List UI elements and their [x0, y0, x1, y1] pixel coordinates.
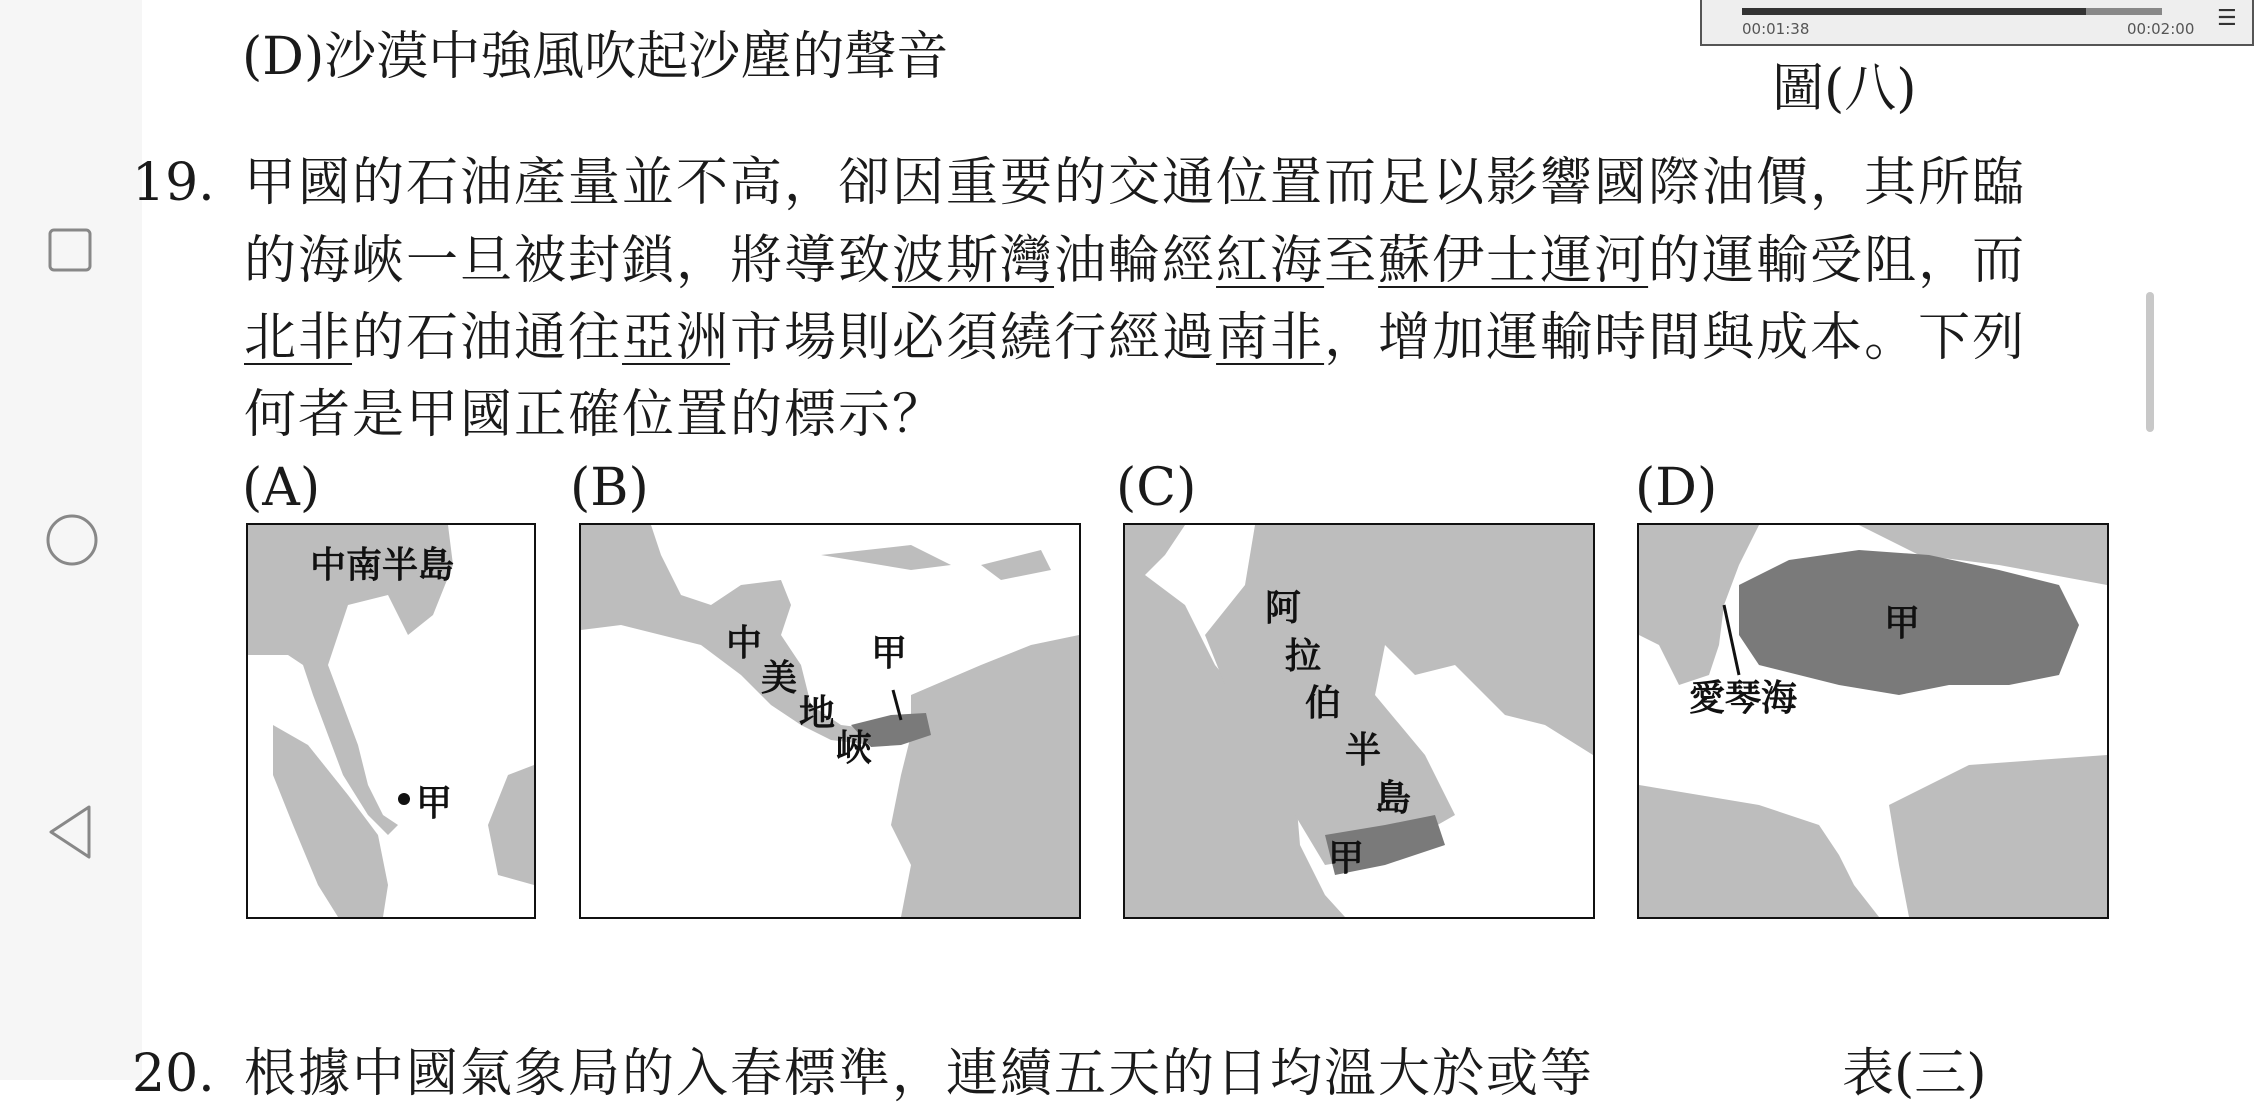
map-b-label-xia: 峽	[836, 728, 873, 769]
option-d-label: (D)	[1635, 458, 1718, 518]
table3-caption: 表(三)	[1842, 1044, 1987, 1104]
map-c-label-dao: 島	[1375, 778, 1412, 819]
option-a-label: (A)	[242, 458, 321, 518]
map-c-label-a: 阿	[1265, 588, 1302, 629]
q19-number: 19.	[132, 153, 215, 213]
previous-option-d: (D)沙漠中強風吹起沙塵的聲音	[242, 27, 949, 87]
home-button[interactable]	[45, 513, 101, 569]
map-d	[1637, 523, 2109, 919]
total-time: 00:02:00	[2127, 20, 2195, 38]
option-c-label: (C)	[1116, 458, 1197, 518]
map-b-label-jia: 甲	[871, 633, 908, 674]
elapsed-time: 00:01:38	[1742, 20, 1810, 38]
africa-land	[1639, 785, 1879, 917]
progress-fill	[1742, 8, 2086, 15]
map-c-label-bo: 伯	[1305, 683, 1342, 724]
q19-line3: 北非的石油通往亞洲市場則必須繞行經過南非，增加運輸時間與成本。下列	[244, 308, 2027, 368]
q20-text: 根據中國氣象局的入春標準，連續五天的日均溫大於或等	[244, 1044, 1595, 1104]
map-d-label-jia: 甲	[1884, 603, 1921, 644]
map-c-label-la: 拉	[1285, 636, 1322, 677]
q19-line4: 何者是甲國正確位置的標示？	[244, 385, 947, 445]
map-b-label-zhong: 中	[726, 623, 763, 664]
map-a	[246, 523, 536, 919]
levant-land	[1889, 755, 2107, 917]
south-america-land	[891, 635, 1079, 917]
recent-apps-button[interactable]	[45, 225, 95, 275]
option-b-label: (B)	[570, 458, 649, 518]
back-button[interactable]	[45, 803, 95, 861]
map-b	[579, 523, 1081, 919]
map-d-label-aegean: 愛琴海	[1689, 678, 1798, 719]
map-b-label-di: 地	[799, 693, 836, 734]
pointer-line	[1724, 605, 1739, 675]
figure8-caption: 圖(八)	[1772, 59, 1917, 119]
playlist-icon[interactable]: ☰	[2217, 6, 2237, 31]
hispaniola-land	[981, 550, 1051, 580]
document-page	[132, 0, 2237, 1104]
q20-number: 20.	[132, 1044, 215, 1104]
q19-line2: 的海峽一旦被封鎖，將導致波斯灣油輪經紅海至蘇伊士運河的運輸受阻，而	[244, 231, 2027, 291]
cuba-land	[821, 545, 951, 570]
borneo-land	[488, 765, 534, 885]
progress-track[interactable]	[1742, 8, 2162, 15]
map-c-label-jia: 甲	[1328, 838, 1365, 879]
navigation-bar	[0, 0, 142, 1080]
sumatra-land	[273, 725, 388, 917]
map-c-label-ban: 半	[1345, 730, 1382, 771]
map-b-label-mei: 美	[761, 658, 798, 699]
map-c	[1123, 523, 1595, 919]
location-dot	[398, 793, 410, 805]
audio-player[interactable]	[1700, 0, 2254, 46]
scrollbar[interactable]	[2146, 292, 2154, 432]
q19-line1: 甲國的石油產量並不高，卻因重要的交通位置而足以影響國際油價，其所臨	[244, 153, 2027, 213]
map-a-label-jia: 甲	[416, 783, 453, 824]
map-a-label-indochina: 中南半島	[310, 545, 455, 586]
